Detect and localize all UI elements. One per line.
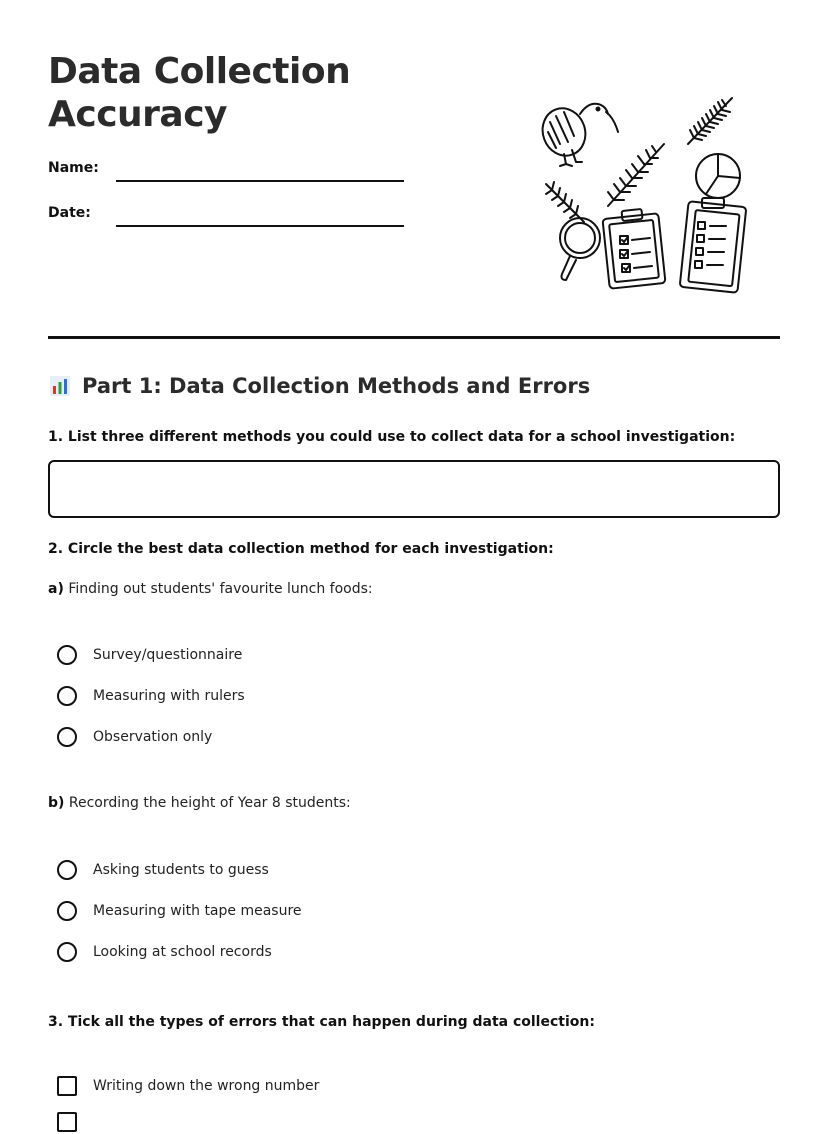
question-1-answer-box[interactable]	[48, 460, 780, 518]
fern-middle-icon	[608, 144, 664, 206]
option-2b-1[interactable]	[57, 858, 269, 882]
checkbox-icon[interactable]	[57, 1112, 77, 1132]
option-3-1[interactable]	[57, 1074, 319, 1098]
option-label: Survey/questionnaire	[93, 647, 243, 663]
name-label: Name:	[48, 160, 99, 176]
title-line-1: Data Collection	[48, 51, 351, 92]
option-2a-2[interactable]	[57, 684, 245, 708]
question-2-text: 2. Circle the best data collection method for each investigation:	[48, 541, 554, 557]
section-divider	[48, 336, 780, 339]
date-input-line[interactable]	[116, 225, 404, 227]
kiwi-bird-icon	[536, 102, 618, 166]
question-2b-text: Recording the height of Year 8 students:	[68, 795, 351, 811]
radio-circle-icon[interactable]	[57, 645, 77, 665]
option-label: Measuring with tape measure	[93, 903, 302, 919]
option-2a-3[interactable]	[57, 725, 212, 749]
magnifying-glass-icon	[560, 218, 600, 280]
clipboard-checklist-2-icon	[680, 198, 747, 293]
option-label: Measuring with rulers	[93, 688, 245, 704]
worksheet-illustration	[536, 92, 754, 298]
radio-circle-icon[interactable]	[57, 727, 77, 747]
pie-chart-icon	[696, 154, 740, 198]
date-label: Date:	[48, 205, 91, 221]
radio-circle-icon[interactable]	[57, 901, 77, 921]
question-2a-prompt	[48, 581, 373, 597]
radio-circle-icon[interactable]	[57, 686, 77, 706]
option-label: Observation only	[93, 729, 213, 745]
radio-circle-icon[interactable]	[57, 860, 77, 880]
option-label: Writing down the wrong number	[93, 1078, 320, 1094]
title-line-2: Accuracy	[48, 94, 228, 135]
radio-circle-icon[interactable]	[57, 942, 77, 962]
question-2a-text: Finding out students' favourite lunch foods:	[68, 581, 373, 597]
option-2b-2[interactable]	[57, 899, 302, 923]
name-input-line[interactable]	[116, 180, 404, 182]
question-3-text: 3. Tick all the types of errors that can happen during data collection:	[48, 1014, 595, 1030]
part1-title: Part 1: Data Collection Methods and Errors	[82, 374, 591, 398]
option-label: Asking students to guess	[93, 862, 269, 878]
fern-left-icon	[546, 182, 584, 222]
clipboard-checklist-icon	[602, 209, 665, 289]
bar-chart-icon	[48, 374, 72, 398]
option-label: Looking at school records	[93, 944, 272, 960]
option-3-2-partial[interactable]	[57, 1110, 93, 1134]
question-2b-label: b)	[48, 795, 65, 811]
checkbox-icon[interactable]	[57, 1076, 77, 1096]
question-1-text: 1. List three different methods you could use to collect data for a school investigation:	[48, 429, 736, 445]
fern-icon	[688, 98, 732, 144]
question-2b-prompt	[48, 795, 351, 811]
option-2b-3[interactable]	[57, 940, 272, 964]
option-2a-1[interactable]	[57, 643, 242, 667]
question-2a-label: a)	[48, 581, 64, 597]
part1-heading	[48, 374, 590, 398]
worksheet-title	[48, 50, 350, 136]
